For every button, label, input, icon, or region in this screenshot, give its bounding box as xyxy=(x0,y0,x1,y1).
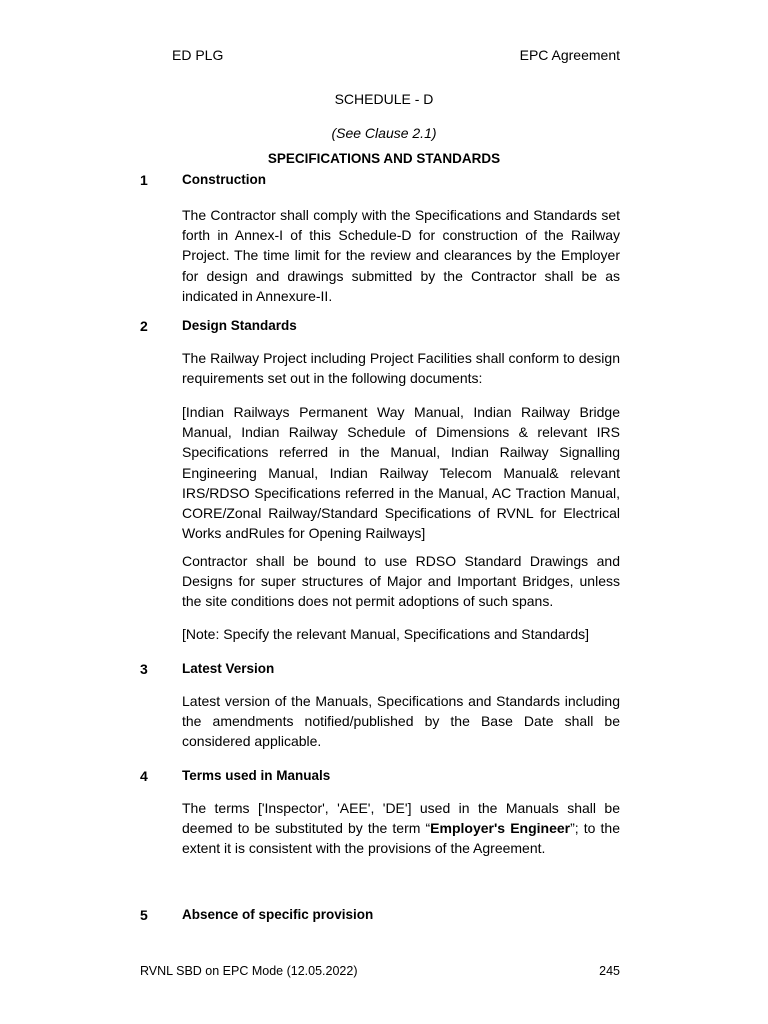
section-4-text-after: ”; to the extent it is consistent with the provisions of the Agreement. xyxy=(182,820,620,857)
section-4-number: 4 xyxy=(140,768,148,784)
header-left: ED PLG xyxy=(172,47,224,63)
section-4-text-before: The terms ['Inspector', 'AEE', 'DE'] used in the Manuals shall be deemed to be substituted by the term “ xyxy=(182,800,620,837)
page-number: 245 xyxy=(599,964,620,978)
section-1-number: 1 xyxy=(140,172,148,188)
section-1-paragraph-1: The Contractor shall comply with the Specifications and Standards set forth in Annex-I of this Schedule-D for construction of the Railway Project. The time limit for the review and clearances by the Employer for design and drawings submitted by the Contractor shall be as indicated in Annexure-II. xyxy=(182,207,620,304)
section-2-paragraph-3: Contractor shall be bound to use RDSO Standard Drawings and Designs for super structures of Major and Important Bridges, unless the site conditions does not permit adoptions of such spans. xyxy=(182,553,620,610)
section-3-number: 3 xyxy=(140,661,148,677)
see-clause: (See Clause 2.1) xyxy=(331,125,437,141)
section-2-paragraph-2: [Indian Railways Permanent Way Manual, Indian Railway Bridge Manual, Indian Railway Schedule of Dimensions & relevant IRS Specifications referred in the Manual, Indian Railway Signalling Engineering Manual, Indian Railway Telecom Manual& relevant IRS/RDSO Specifications referred in the Manual, AC Traction Manual, CORE/Zonal Railway/Standard Specifications of RVNL for Electrical Works andRules for Opening Railways] xyxy=(182,404,620,542)
schedule-title: SCHEDULE - D xyxy=(334,91,434,107)
section-4-paragraph-1 xyxy=(182,798,620,859)
section-1-heading: Construction xyxy=(182,172,266,187)
main-title: SPECIFICATIONS AND STANDARDS xyxy=(267,151,501,166)
header-right: EPC Agreement xyxy=(519,47,620,63)
section-2-number: 2 xyxy=(140,318,148,334)
section-2-note: [Note: Specify the relevant Manual, Specifications and Standards] xyxy=(182,626,590,642)
section-5-heading: Absence of specific provision xyxy=(182,907,374,922)
section-5-number: 5 xyxy=(140,907,148,923)
section-4-heading: Terms used in Manuals xyxy=(182,768,331,783)
footer-left: RVNL SBD on EPC Mode (12.05.2022) xyxy=(140,964,358,978)
section-2-paragraph-1: The Railway Project including Project Facilities shall conform to design requirements set out in the following documents: xyxy=(182,350,620,387)
section-3-paragraph-1: Latest version of the Manuals, Specifications and Standards including the amendments notified/published by the Base Date shall be considered applicable. xyxy=(182,693,620,750)
section-4-text-bold: Employer's Engineer xyxy=(430,820,571,837)
section-3-heading: Latest Version xyxy=(182,661,275,676)
section-2-heading: Design Standards xyxy=(182,318,297,333)
